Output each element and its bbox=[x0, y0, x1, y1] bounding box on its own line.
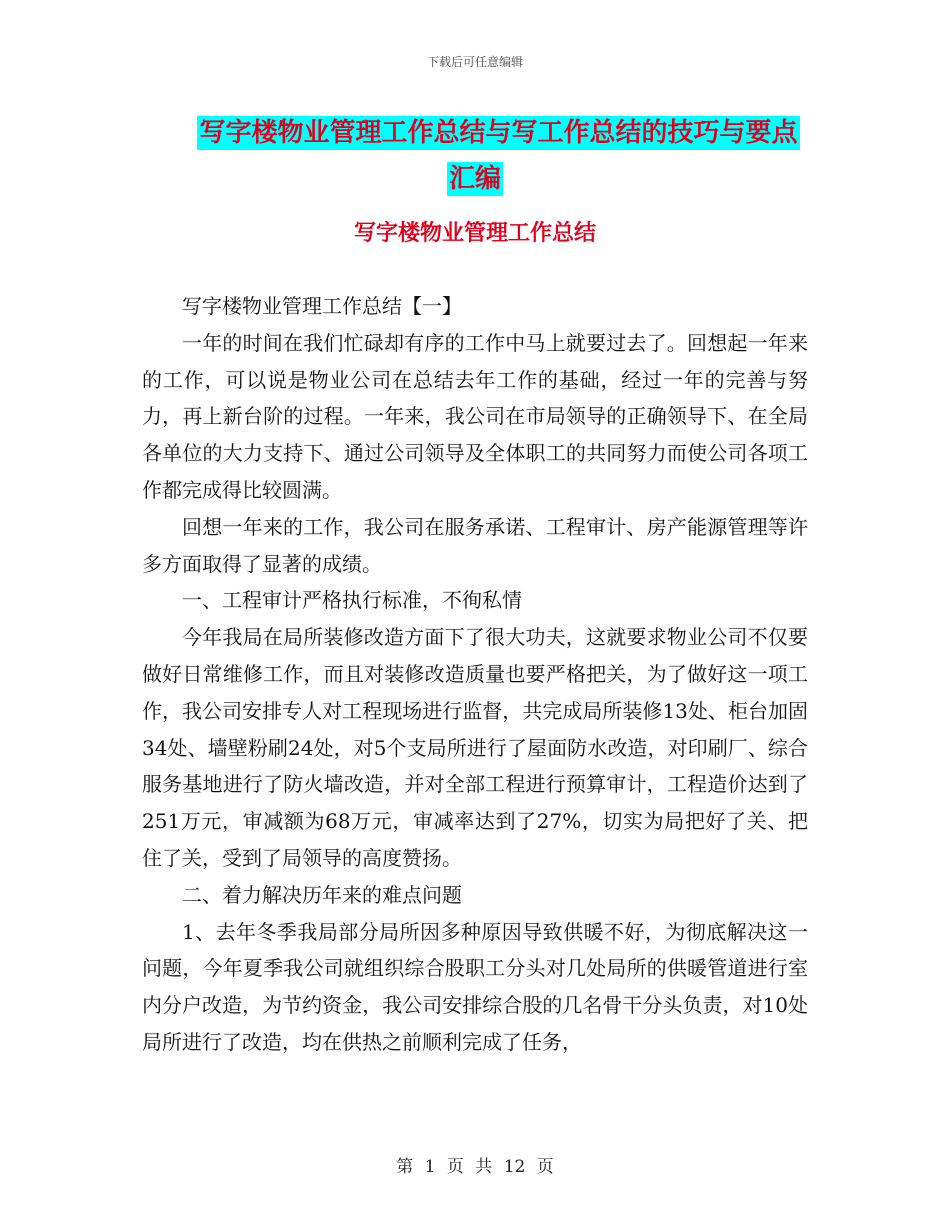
paragraph: 今年我局在局所装修改造方面下了很大功夫，这就要求物业公司不仅要做好日常维修工作，而且对装修改造质量也要严格把关，为了做好这一项工作，我公司安排专人对工程现场进行监督，共完成局所装修13处、柜台加固34处、墙壁粉刷24处，对5个支局所进行了屋面防水改造，对印刷厂、综合服务基地进行了防火墙改造，并对全部工程进行预算审计，工程造价达到了251万元，审减额为68万元，审减率达到了27%，切实为局把好了关、把住了关，受到了局领导的高度赞扬。 bbox=[142, 625, 808, 870]
page-number: 第 1 页 共 12 页 bbox=[396, 1157, 554, 1177]
paragraph-heading: 一、工程审计严格执行标准，不徇私情 bbox=[182, 588, 522, 613]
header-note: 下载后可任意编辑 bbox=[426, 55, 523, 69]
paragraph-subtitle: 写字楼物业管理工作总结【一】 bbox=[182, 294, 462, 318]
section-title: 写字楼物业管理工作总结 bbox=[353, 221, 596, 246]
document-title bbox=[0, 110, 950, 202]
paragraph: 一年的时间在我们忙碌却有序的工作中马上就要过去了。回想起一年来的工作，可以说是物业公司在总结去年工作的基础，经过一年的完善与努力，再上新台阶的过程。一年来，我公司在市局领导的正确领导下、在全局各单位的大力支持下、通过公司领导及全体职工的共同努力而使公司各项工作都完成得比较圆满。 bbox=[142, 330, 808, 502]
document-title-line-1: 写字楼物业管理工作总结与写工作总结的技巧与要点 bbox=[199, 118, 798, 148]
document-body bbox=[142, 288, 808, 1061]
paragraph: 回想一年来的工作，我公司在服务承诺、工程审计、房产能源管理等许多方面取得了显著的成绩。 bbox=[142, 514, 808, 576]
paragraph: 1、去年冬季我局部分局所因多种原因导致供暖不好，为彻底解决这一问题，今年夏季我公司就组织综合股职工分头对几处局所的供暖管道进行室内分户改造，为节约资金，我公司安排综合股的几名骨干分头负责，对10处局所进行了改造，均在供热之前顺利完成了任务， bbox=[142, 919, 808, 1054]
paragraph-heading: 二、着力解决历年来的难点问题 bbox=[182, 882, 462, 907]
document-title-line-2: 汇编 bbox=[448, 164, 501, 194]
